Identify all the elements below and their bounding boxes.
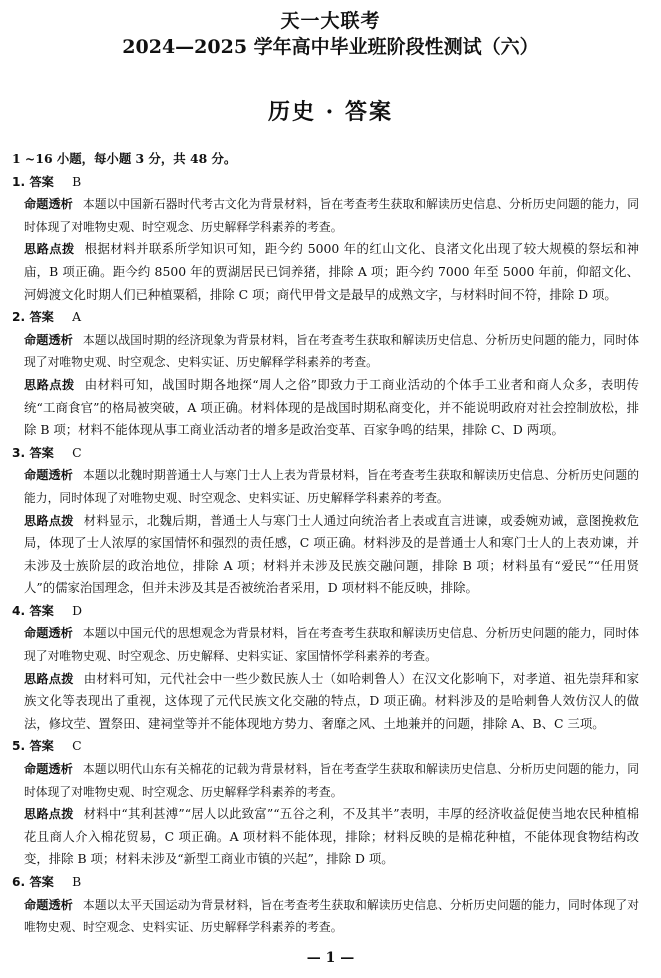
section-intro: 1 ~16 小题，每小题 3 分，共 48 分。 xyxy=(12,151,237,166)
answer-line xyxy=(12,171,639,194)
silu-text: 由材料可知，元代社会中一些少数民族人士（如哈剌鲁人）在汉文化影响下，对孝道、祖先崇拜和家族文化等表现出了重视，这体现了元代民族文化交融的特点，D 项正确。材料涉及的是哈剌鲁人效仿汉人的做法，修坟茔、置祭田、建祠堂等并不能体现地方势力、奢靡之风、土地兼并的问题，排除 A、B、C 三项。 xyxy=(24,670,640,731)
page-number: — 1 — xyxy=(306,950,355,966)
silu-label: 思路点拨 xyxy=(24,513,74,528)
silu-label: 思路点拨 xyxy=(24,807,74,822)
question-block xyxy=(12,735,639,871)
question-number: 5. xyxy=(12,739,26,754)
exam-name-title: 2024—2025 学年高中毕业班阶段性测试（六） xyxy=(122,36,539,58)
question-number: 1. xyxy=(12,174,26,189)
mingti-paragraph xyxy=(12,758,639,803)
mingti-label: 命题透析 xyxy=(24,197,73,212)
answer-letter: C xyxy=(72,444,82,460)
silu-text: 材料显示，北魏后期，普通士人与寒门士人通过向统治者上表或直言进谏，或委婉劝诫，意图挽救危局，体现了士人浓厚的家国情怀和强烈的责任感，C 项正确。材料涉及的是普通士人和寒门士人的上表劝谏，并未涉及士族阶层的政治地位，排除 A 项；材料并未涉及民族交融问题，排除 B 项；材料虽有“爱民”“任用贤人”的儒家治国理念，但并未涉及其是否被统治者采用，D 项材料不能反映，排除。 xyxy=(24,512,640,596)
subject-title: 历史 · 答案 xyxy=(268,99,393,125)
question-number: 3. xyxy=(12,445,26,460)
mingti-text: 本题以战国时期的经济现象为背景材料，旨在考查考生获取和解读历史信息、分析历史问题的能力，同时体现了对唯物史观、时空观念、史料实证、历史解释学科素养的考查。 xyxy=(24,332,640,370)
answer-letter: B xyxy=(72,874,82,889)
answer-label: 答案 xyxy=(29,310,54,325)
question-number: 6. xyxy=(12,875,26,889)
mingti-text: 本题以中国元代的思想观念为背景材料，旨在考查考生获取和解读历史信息、分析历史问题的能力，同时体现了对唯物史观、时空观念、历史解释、史料实证、家国情怀学科素养的考查。 xyxy=(24,626,640,664)
silu-paragraph xyxy=(12,510,639,600)
answer-letter: D xyxy=(72,602,83,618)
answer-line xyxy=(12,306,639,329)
answer-letter: C xyxy=(72,738,82,754)
mingti-text: 本题以北魏时期普通士人与寒门士人上表为背景材料，旨在考查考生获取和解读历史信息、分析历史问题的能力，同时体现了对唯物史观、时空观念、史料实证、历史解释学科素养的考查。 xyxy=(24,468,640,505)
question-number: 2. xyxy=(12,310,26,325)
silu-paragraph xyxy=(12,374,639,442)
silu-text: 由材料可知，战国时期各地探“周人之俗”即致力于工商业活动的个体手工业者和商人众多，表明传统“工商食官”的格局被突破，A 项正确。材料体现的是战国时期私商变化，并不能说明政府对社会控制放松，排除 B 项；材料不能体现从事工商业活动者的增多是政治变革、百家争鸣的结果，排除 C、D 两项。 xyxy=(24,376,640,438)
silu-label: 思路点拨 xyxy=(24,671,74,686)
question-block xyxy=(12,306,639,442)
mingti-label: 命题透析 xyxy=(24,897,73,912)
mingti-paragraph xyxy=(12,464,639,509)
answer-label: 答案 xyxy=(29,603,54,618)
question-block xyxy=(12,171,639,307)
answer-label: 答案 xyxy=(29,445,54,460)
answer-line xyxy=(12,442,639,465)
question-number: 4. xyxy=(12,603,26,618)
answer-label: 答案 xyxy=(29,875,54,889)
silu-paragraph xyxy=(12,668,639,736)
mingti-label: 命题透析 xyxy=(24,332,73,347)
mingti-paragraph xyxy=(12,329,639,374)
answer-line xyxy=(12,735,639,758)
mingti-text: 本题以中国新石器时代考古文化为背景材料，旨在考查考生获取和解读历史信息、分析历史问题的能力，同时体现了对唯物史观、时空观念、历史解释学科素养的考查。 xyxy=(24,197,640,234)
silu-label: 思路点拨 xyxy=(24,242,75,257)
answer-label: 答案 xyxy=(29,174,54,189)
silu-paragraph xyxy=(12,803,639,871)
mingti-label: 命题透析 xyxy=(24,626,73,641)
mingti-text: 本题以明代山东有关棉花的记载为背景材料，旨在考查学生获取和解读历史信息、分析历史问题的能力，同时体现了对唯物史观、时空观念、历史解释学科素养的考查。 xyxy=(24,762,640,799)
answer-line xyxy=(12,600,639,623)
mingti-paragraph xyxy=(12,622,639,667)
mingti-label: 命题透析 xyxy=(24,762,73,777)
exam-organizer-title: 天一大联考 xyxy=(280,10,381,32)
silu-text: 材料中“其利甚溥”“居人以此致富”“五谷之利，不及其半”表明，丰厚的经济收益促使当地农民种植棉花且商人介入棉花贸易，C 项正确。A 项材料不能体现，排除；材料反映的是棉花种植，不能体现食物结构改变，排除 B 项；材料未涉及“新型工商业市镇的兴起”，排除 D 项。 xyxy=(24,806,639,867)
answer-letter: A xyxy=(72,309,82,325)
question-block xyxy=(12,600,639,736)
question-block xyxy=(12,871,639,939)
silu-paragraph xyxy=(12,238,639,306)
mingti-label: 命题透析 xyxy=(24,468,73,483)
question-block xyxy=(12,442,639,600)
silu-text: 根据材料并联系所学知识可知，距今约 5000 年的红山文化、良渚文化出现了较大规模的祭坛和神庙，B 项正确。距今约 8500 年的贾湖居民已饲养猪，排除 A 项；距今约 7000 年至 5000 年前，仰韶文化、河姆渡文化时期人们已种植粟稻，排除 C 项；商代甲骨文是最早的成熟文字，与材料时间不符，排除 D 项。 xyxy=(24,241,639,302)
answer-content xyxy=(12,148,639,939)
mingti-paragraph xyxy=(12,894,639,939)
silu-label: 思路点拨 xyxy=(24,377,75,392)
mingti-paragraph xyxy=(12,193,639,238)
mingti-text: 本题以太平天国运动为背景材料，旨在考查考生获取和解读历史信息、分析历史问题的能力，同时体现了对唯物史观、时空观念、史料实证、历史解释学科素养的考查。 xyxy=(24,897,640,935)
answer-letter: B xyxy=(72,173,82,189)
answer-line xyxy=(12,871,639,894)
answer-label: 答案 xyxy=(29,739,54,754)
